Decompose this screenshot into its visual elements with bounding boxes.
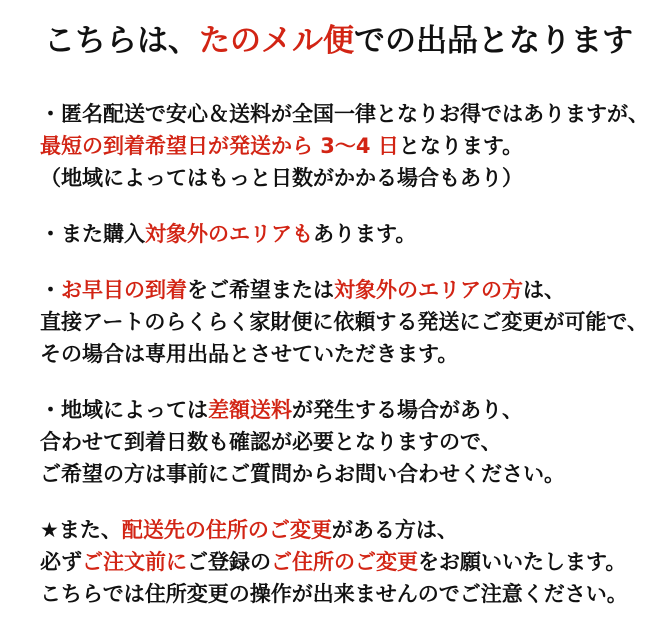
text-segment: その場合は専用出品とさせていただきます。 <box>40 342 459 366</box>
paragraph <box>40 274 650 370</box>
text-line <box>40 274 650 306</box>
text-segment: お早目の到着 <box>61 278 187 302</box>
paragraph <box>40 218 650 250</box>
text-segment: ご住所のご変更 <box>271 550 418 574</box>
notice-body <box>40 98 650 610</box>
text-line <box>40 514 650 546</box>
text-line <box>40 426 650 458</box>
text-segment: （地域によってはもっと日数がかかる場合もあり） <box>40 166 523 190</box>
text-segment: 配送先の住所のご変更 <box>121 518 332 542</box>
text-segment: ・匿名配送で安心＆送料が全国一律となりお得ではありますが、 <box>40 102 649 126</box>
text-segment: 直接アートのらくらく家財便に依頼する発送にご変更が可能で、 <box>40 310 648 334</box>
text-line <box>40 306 650 338</box>
text-line <box>40 162 650 194</box>
text-segment: は、 <box>523 278 565 302</box>
text-line <box>40 338 650 370</box>
text-segment: こちらでは住所変更の操作が出来ませんのでご注意ください。 <box>40 582 628 606</box>
text-segment: での出品となります <box>354 23 633 59</box>
text-segment: 必ず <box>40 550 82 574</box>
text-segment: 差額送料 <box>208 398 292 422</box>
text-segment: となります。 <box>398 134 524 158</box>
text-segment: こちらは、 <box>44 23 199 59</box>
paragraph <box>40 394 650 490</box>
paragraph <box>40 514 650 610</box>
text-segment: たのメル便 <box>199 23 354 59</box>
page-title <box>44 18 650 64</box>
text-line <box>40 130 650 162</box>
text-segment: ご登録の <box>187 550 271 574</box>
text-line <box>40 394 650 426</box>
text-segment: をお願いいたします。 <box>418 550 627 574</box>
text-line <box>40 546 650 578</box>
text-segment: ★また、 <box>40 518 122 542</box>
text-line <box>40 458 650 490</box>
text-line <box>40 218 650 250</box>
text-segment: ・地域によっては <box>40 398 208 422</box>
text-segment: 対象外のエリアも <box>145 222 313 246</box>
paragraph <box>40 98 650 194</box>
text-segment: がある方は、 <box>331 518 458 542</box>
text-segment: 最短の到着希望日が発送から 3～4 日 <box>40 134 399 158</box>
text-segment: をご希望または <box>187 278 334 302</box>
text-line <box>40 98 650 130</box>
text-segment: あります。 <box>313 222 417 246</box>
text-segment: 対象外のエリアの方 <box>334 278 523 302</box>
text-segment: ・ <box>40 278 61 302</box>
text-segment: ・また購入 <box>40 222 145 246</box>
text-segment: が発生する場合があり、 <box>292 398 523 422</box>
text-segment: ご注文前に <box>82 550 187 574</box>
text-segment: ご希望の方は事前にご質問からお問い合わせください。 <box>40 462 565 486</box>
text-segment: 合わせて到着日数も確認が必要となりますので、 <box>40 430 502 454</box>
text-line <box>40 578 650 610</box>
